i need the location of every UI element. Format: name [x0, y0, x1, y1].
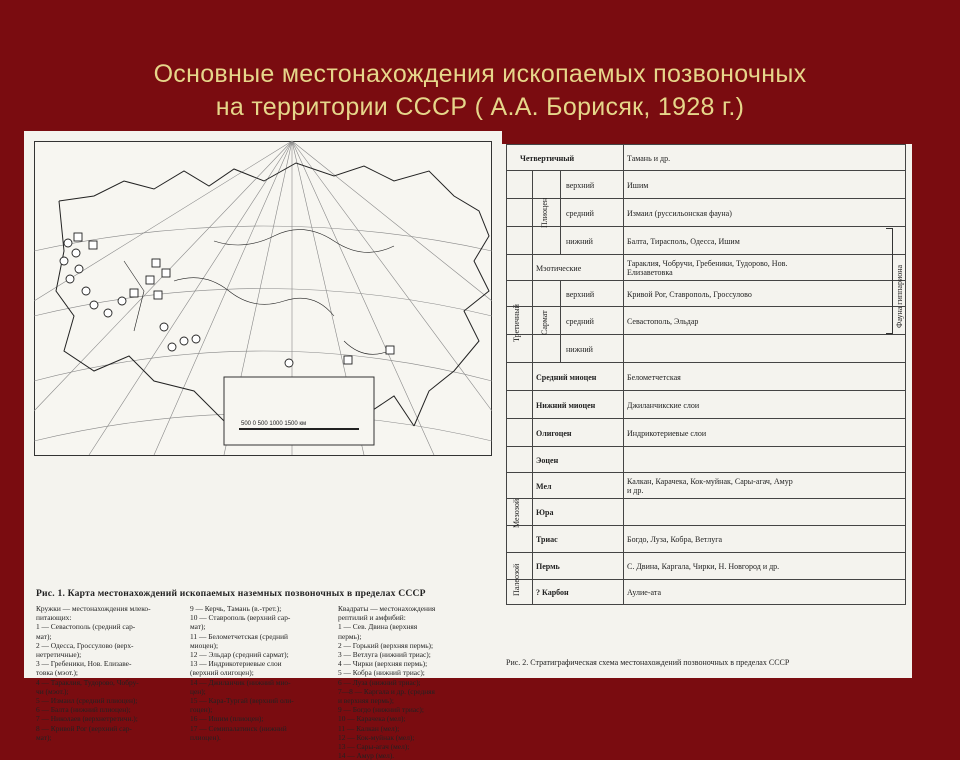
legend-line: 16 — Ишим (плиоцен); — [190, 714, 264, 724]
strat-row — [506, 280, 906, 307]
strat-stage-label: нижний — [566, 236, 593, 246]
legend-line: 11 — Калкан (мел); — [338, 723, 400, 733]
legend-line: (верхний олигоцен); — [190, 668, 254, 678]
map-caption-title: Рис. 1. Карта местонахождений ископаемых наземных позвоночных в пределах СССР — [36, 588, 426, 599]
strat-tertiary-divider — [532, 170, 533, 472]
era-label-paleozoic: Палеозой — [512, 564, 521, 597]
strat-era-divider — [532, 472, 533, 604]
legend-column-mammals-cont — [190, 604, 332, 760]
legend-line: 5 — Измаил (средний плиоцен); — [36, 696, 138, 706]
strat-stage-label: Пермь — [536, 562, 560, 571]
strat-stage-label: средний — [566, 316, 594, 326]
strat-sites-line: Джиланчикские слои — [627, 400, 700, 410]
strat-sites-line: Измаил (руссильонская фауна) — [627, 208, 732, 218]
legend-line: 3 — Ветлуга (нижний триас); — [338, 650, 431, 660]
strat-row — [506, 579, 906, 605]
legend-line: питающих: — [36, 613, 72, 623]
strat-stage-label: верхний — [566, 289, 595, 299]
strat-row — [506, 446, 906, 473]
strat-stage-label: Мэотические — [536, 263, 582, 273]
strat-stage-label: верхний — [566, 180, 595, 190]
map-caption — [36, 588, 494, 760]
strat-sites — [627, 199, 732, 227]
legend-line: 11 — Белометчетская (средний — [190, 631, 289, 641]
strat-sites — [627, 419, 706, 447]
legend-column-mammals — [36, 604, 184, 760]
strat-sites-line: Кривой Рог, Ставрополь, Гроссулово — [627, 289, 752, 299]
legend-line: и верхняя пермь); — [338, 696, 394, 706]
strat-stage-label: ? Карбон — [536, 588, 569, 597]
strat-sites — [627, 363, 681, 391]
slide-title — [0, 58, 960, 124]
strat-row — [506, 170, 906, 199]
legend-line: 12 — Эльдар (средний сармат); — [190, 650, 289, 660]
strat-sarmat-divider — [560, 280, 561, 362]
strat-sites-line: Елизаветовка — [627, 268, 673, 277]
legend-line: 17 — Семипалатинск (нижний — [190, 723, 287, 733]
strat-stage-label: Триас — [536, 535, 558, 544]
stratigraphy-figure-scan — [496, 144, 912, 678]
strat-row — [506, 226, 906, 255]
legend-line: 13 — Сары-агач (мел); — [338, 742, 410, 752]
strat-row — [506, 498, 906, 529]
legend-line: 1 — Сев. Двина (верхняя — [338, 622, 418, 632]
legend-line: чи (мэот.); — [36, 686, 69, 696]
strat-row — [506, 254, 906, 281]
strat-row — [506, 390, 906, 419]
strat-sites — [627, 171, 648, 199]
strat-row — [506, 552, 906, 580]
legend-line: миоцен); — [190, 640, 219, 650]
strat-stage-label: Нижний миоцен — [536, 400, 596, 410]
legend-line: 1 — Севастополь (средний сар- — [36, 622, 136, 632]
strat-sites — [627, 145, 670, 171]
strat-stage-label: Мел — [536, 481, 552, 491]
stratigraphy-caption: Рис. 2. Стратиграфическая схема местонахождений позвоночных в пределах СССР — [506, 658, 790, 667]
map-scale-label: 500 0 500 1000 1500 км — [241, 421, 307, 427]
strat-sites — [627, 580, 661, 605]
legend-line: 10 — Ставрополь (верхний сар- — [190, 613, 291, 623]
fauna-bracket — [886, 228, 893, 334]
strat-sites — [627, 255, 787, 281]
strat-sites-line: Аулие-ата — [627, 588, 662, 597]
legend-line: 3 — Гребеники, Нов. Елизаве- — [36, 659, 132, 669]
map-figure-scan — [24, 131, 502, 760]
strat-sites-line: Тамань и др. — [627, 153, 671, 163]
strat-sites — [627, 227, 740, 255]
ussr-map — [34, 141, 492, 589]
strat-sites-line: Богдо, Луза, Кобра, Ветлуга — [627, 535, 723, 544]
legend-line: Кружки — местонахождения млеко- — [36, 604, 151, 613]
legend-line: рептилий и амфибий: — [338, 613, 406, 623]
strat-stage-label: Олигоцен — [536, 428, 572, 438]
strat-sites-line: Индрикотериевые слои — [627, 428, 707, 438]
legend-line: 15 — Кара-Тургай (верхний оли- — [190, 696, 294, 706]
legend-line: 8 — Кривой Рог (верхний сар- — [36, 723, 132, 733]
legend-line: 2 — Горький (верхняя пермь); — [338, 640, 434, 650]
strat-row — [506, 306, 906, 335]
legend-line: мат); — [36, 631, 52, 641]
strat-stage-label: Эоцен — [536, 455, 559, 465]
legend-line: плиоцен). — [190, 732, 221, 742]
strat-sites — [627, 281, 752, 307]
legend-line: 7 — Николаев (верхнетретичн.); — [36, 714, 138, 724]
strat-sites — [627, 526, 722, 553]
legend-line: нетретичные); — [36, 650, 82, 660]
strat-sites — [627, 473, 793, 499]
legend-line: мат); — [36, 732, 52, 742]
strat-row — [506, 525, 906, 553]
legend-line: гоцен); — [190, 705, 213, 715]
strat-sites-line: Тараклия, Чобручи, Гребеники, Тудорово, Нов. — [627, 259, 788, 268]
legend-line: мат); — [190, 622, 206, 632]
legend-line: 14 — Амур (мел). — [338, 751, 395, 760]
strat-sites-line: Севастополь, Эльдар — [627, 316, 699, 326]
legend-line: пермь); — [338, 631, 362, 641]
strat-row — [506, 198, 906, 227]
legend-line: 6 — Балта (нижний плиоцен); — [36, 705, 131, 715]
strat-row — [506, 144, 906, 171]
legend-line: 14 — Джиланчик (нижний мио- — [190, 677, 291, 687]
slide-title-line-1: Основные местонахождения ископаемых позвоночных — [153, 60, 807, 88]
era-label-tertiary: Третичный — [512, 303, 521, 342]
strat-right-rule — [905, 144, 906, 604]
strat-left-rule — [506, 144, 507, 604]
strat-sites-line: и др. — [627, 486, 644, 495]
strat-bottom-rule — [506, 604, 906, 605]
strat-stage-label: средний — [566, 208, 594, 218]
strat-pliocene-divider — [560, 170, 561, 254]
strat-stage-label: Средний миоцен — [536, 372, 597, 382]
legend-line: 13 — Индрикотериевые слои — [190, 659, 282, 669]
strat-sites-line: Белометчетская — [627, 372, 681, 382]
fauna-hipparion-label: Фауна гиппариона — [895, 264, 904, 328]
strat-sites-line: С. Двина, Каргала, Чирки, Н. Новгород и др. — [627, 562, 780, 571]
legend-line: 6 — Луза (нижний триас); — [338, 677, 421, 687]
legend-line: цен); — [190, 686, 206, 696]
legend-line: 9 — Богдо (нижний триас); — [338, 705, 424, 715]
era-label-mesozoic: Мезозой — [512, 498, 521, 529]
legend-line: 10 — Карачека (мел); — [338, 714, 406, 724]
legend-line: 7—8 — Каргала и др. (средняя — [338, 686, 435, 696]
legend-line: 4 — Тараклия, Тудорово, Чобру- — [36, 677, 139, 687]
epoch-label-pliocene: Плиоцен — [540, 197, 549, 229]
legend-line: Квадраты — местонахождения — [338, 604, 436, 613]
legend-column-reptiles — [338, 604, 486, 760]
legend-line: 9 — Керчь, Тамань (в.-трет.); — [190, 604, 282, 613]
strat-sites-line: Калкан, Карачека, Кок-муйнак, Сары-агач, Амур — [627, 477, 793, 486]
strat-sites-divider — [623, 144, 624, 604]
strat-stage-label: Юра — [536, 508, 554, 517]
strat-row — [506, 334, 906, 363]
stage-label-sarmat: Сармат — [540, 310, 549, 335]
strat-row — [506, 418, 906, 447]
strat-sites — [627, 553, 779, 580]
strat-sites-line: Балта, Тирасполь, Одесса, Ишим — [627, 236, 740, 246]
strat-row — [506, 362, 906, 391]
strat-stage-label: Четвертичный — [520, 153, 575, 163]
legend-line: 12 — Кок-муйнак (мел); — [338, 732, 415, 742]
strat-sites-line: Ишим — [627, 180, 649, 190]
strat-stage-label: нижний — [566, 344, 593, 354]
slide-title-line-2: на территории СССР ( А.А. Борисяк, 1928 г.) — [215, 93, 745, 121]
legend-line: товка (мэот.); — [36, 668, 78, 678]
legend-line: 4 — Чирки (верхняя пермь); — [338, 659, 428, 669]
legend-line: 2 — Одесса, Гроссулово (верх- — [36, 640, 134, 650]
legend-line: 5 — Кобра (нижний триас); — [338, 668, 425, 678]
strat-sites — [627, 391, 699, 419]
strat-sites — [627, 307, 698, 335]
strat-row — [506, 472, 906, 499]
